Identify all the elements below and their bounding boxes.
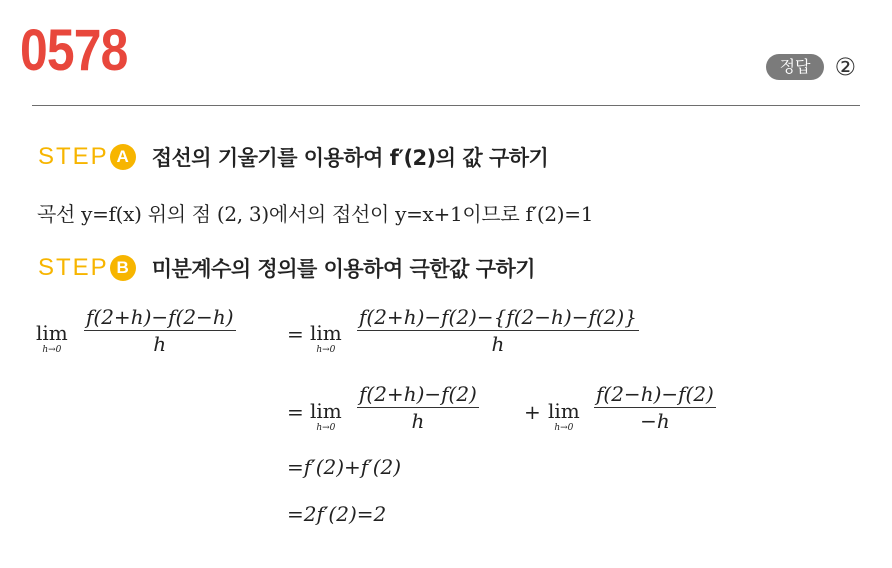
row2-second-fraction: [594, 381, 716, 434]
step-a-title: 접선의 기울기를 이용하여 f′(2)의 값 구하기: [151, 146, 549, 170]
limit-word: lim: [310, 321, 342, 345]
limit-operator: [36, 322, 68, 356]
row1-rhs-fraction: [357, 304, 639, 357]
fraction-numerator: f(2−h)−f(2): [596, 382, 714, 406]
answer-label-badge: 정답: [766, 54, 825, 80]
step-b-title: 미분계수의 정의를 이용하여 극한값 구하기: [151, 257, 536, 281]
step-a-word: STEP: [38, 143, 109, 170]
answer: [766, 54, 856, 80]
header-divider: [32, 105, 860, 106]
fraction-denominator: −h: [640, 409, 670, 433]
step-a-text: 곡선 y=f(x) 위의 점 (2, 3)에서의 접선이 y=x+1이므로 f′(2)=1: [37, 202, 594, 226]
fraction-denominator: h: [411, 409, 425, 433]
equals-sign: =: [287, 400, 304, 424]
fraction-denominator: h: [153, 332, 167, 356]
row4-expression: =2f′(2)=2: [287, 502, 387, 526]
limit-word: lim: [310, 399, 342, 423]
plus-sign: +: [524, 400, 541, 424]
step-b-heading: [38, 253, 535, 283]
limit-word: lim: [548, 399, 580, 423]
equals-sign: =: [287, 322, 304, 346]
step-b-badge: B: [110, 255, 136, 281]
limit-operator: [548, 400, 580, 434]
limit-word: lim: [36, 321, 68, 345]
limit-subscript: h→0: [554, 423, 574, 433]
step-a-heading: [38, 142, 548, 172]
fraction-numerator: f(2+h)−f(2)−{f(2−h)−f(2)}: [359, 305, 637, 329]
fraction-numerator: f(2+h)−f(2−h): [86, 305, 234, 329]
problem-number: 0578: [20, 18, 128, 83]
step-b-word: STEP: [38, 254, 109, 281]
limit-subscript: h→0: [316, 345, 336, 355]
row3-expression: =f′(2)+f′(2): [287, 455, 402, 479]
limit-subscript: h→0: [316, 423, 336, 433]
limit-operator: [310, 400, 342, 434]
row2-first-fraction: [357, 381, 479, 434]
step-a-badge: A: [110, 144, 136, 170]
limit-subscript: h→0: [42, 345, 62, 355]
limit-operator: [310, 322, 342, 356]
fraction-denominator: h: [491, 332, 505, 356]
answer-value: ②: [834, 53, 856, 81]
fraction-numerator: f(2+h)−f(2): [359, 382, 477, 406]
row1-lhs-fraction: [84, 304, 236, 357]
